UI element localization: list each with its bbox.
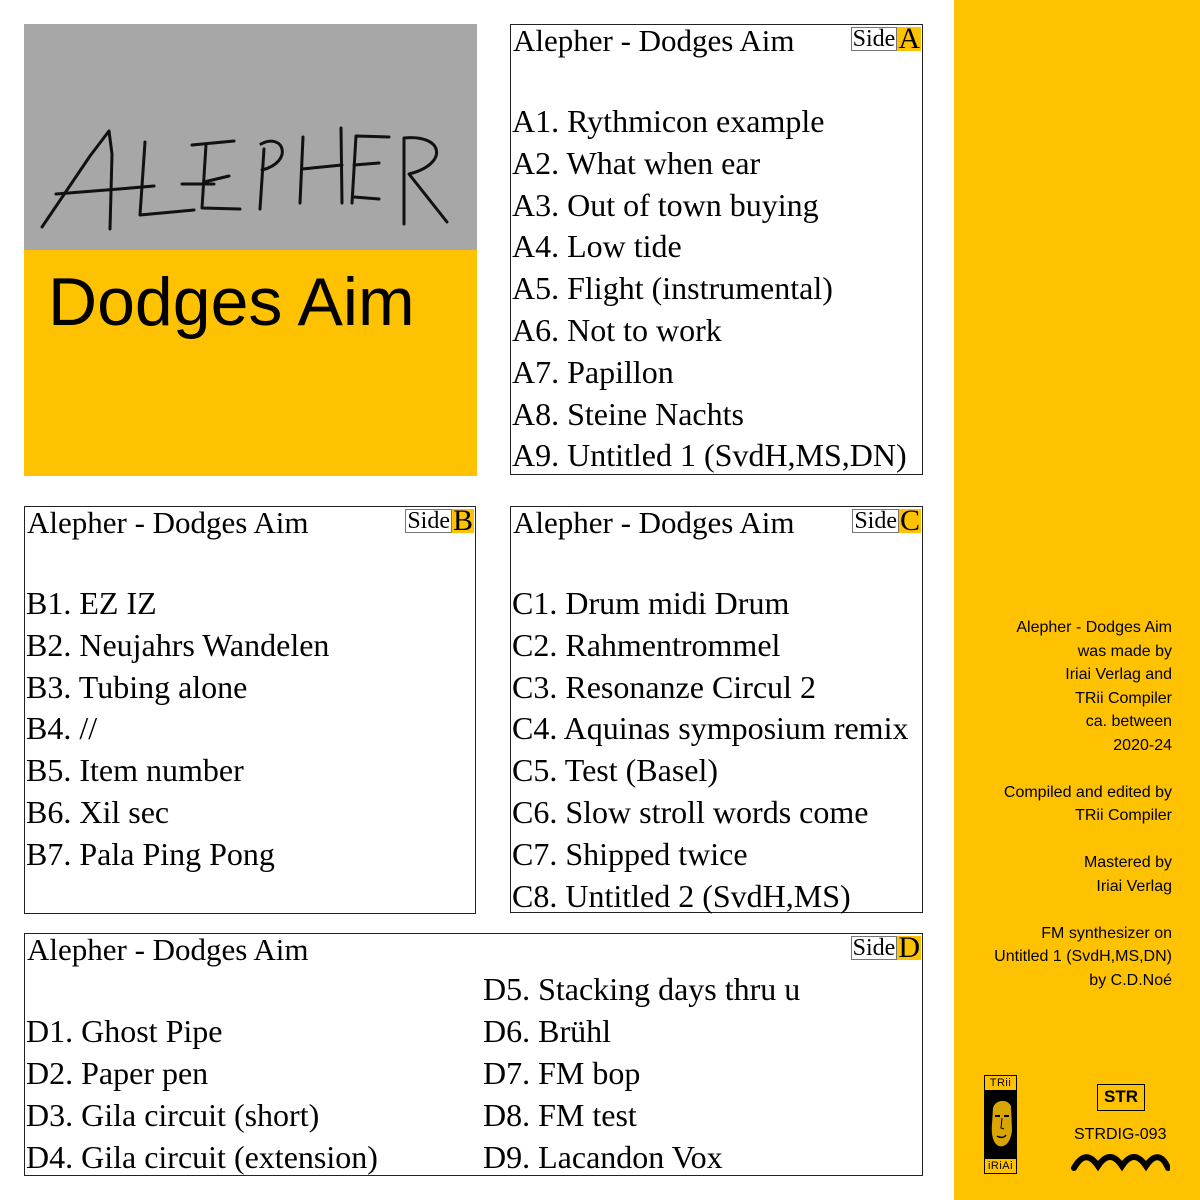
- credit-line: Alepher - Dodges Aim: [1016, 619, 1172, 636]
- track-item: C8. Untitled 2 (SvdH,MS): [512, 877, 851, 914]
- logo-bottom-text: iRiAi: [987, 1160, 1014, 1172]
- str-label-badge: STR: [1097, 1084, 1145, 1111]
- track-item: D6. Brühl: [483, 1013, 611, 1049]
- side-label: Side: [854, 508, 897, 534]
- track-item: C6. Slow stroll words come: [512, 793, 869, 830]
- track-item: D7. FM bop: [483, 1055, 641, 1091]
- portrait-face-icon: [985, 1090, 1016, 1159]
- credit-line: Mastered by: [1083, 854, 1172, 871]
- side-c-box: [510, 506, 923, 913]
- track-item: D9. Lacandon Vox: [483, 1139, 723, 1175]
- credit-line: was made by: [1077, 642, 1172, 660]
- credit-line: Untitled 1 (SvdH,MS,DN): [994, 948, 1172, 965]
- track-item: A4. Low tide: [512, 228, 682, 265]
- track-item: D1. Ghost Pipe: [26, 1013, 223, 1049]
- track-item: C7. Shipped twice: [512, 835, 748, 872]
- credit-line: Compiled and edited by: [1003, 783, 1172, 801]
- track-item: D8. FM test: [483, 1097, 637, 1133]
- handwritten-artist-name: [24, 24, 477, 250]
- credits-group-compiled: [994, 781, 1172, 828]
- track-item: D2. Paper pen: [26, 1055, 209, 1091]
- track-item: A1. Rythmicon example: [512, 103, 825, 139]
- track-item: D5. Stacking days thru u: [483, 971, 801, 1007]
- track-item: A5. Flight (instrumental): [512, 270, 833, 307]
- catalog-number: STRDIG-093: [1074, 1126, 1167, 1143]
- side-a-box: [510, 24, 923, 475]
- track-item: B2. Neujahrs Wandelen: [26, 626, 330, 663]
- cover-bottom-panel: [24, 250, 477, 476]
- logo-top-text: TRii: [989, 1077, 1012, 1089]
- track-item: B3. Tubing alone: [26, 668, 248, 705]
- credits-sidebar: [954, 0, 1200, 1200]
- side-a-header: Alepher - Dodges Aim: [513, 23, 795, 58]
- side-b-tag: [405, 504, 474, 537]
- track-item: C5. Test (Basel): [512, 752, 719, 789]
- side-letter: C: [899, 504, 920, 537]
- side-letter: A: [898, 22, 920, 55]
- credit-line: TRii Compiler: [1075, 689, 1172, 707]
- credit-line: ca. between: [1085, 713, 1172, 730]
- track-item: C2. Rahmentrommel: [512, 626, 781, 663]
- credits-group-made-by: [994, 616, 1172, 757]
- side-d-tracklist-right: [483, 968, 800, 1178]
- track-item: A3. Out of town buying: [512, 186, 819, 223]
- side-label: Side: [852, 26, 896, 52]
- wave-logo-icon: [1070, 1148, 1170, 1174]
- track-item: A7. Papillon: [512, 353, 674, 390]
- track-item: C4. Aquinas symposium remix: [512, 710, 909, 747]
- track-item: A9. Untitled 1 (SvdH,MS,DN): [512, 437, 907, 474]
- side-d-box: [24, 933, 923, 1176]
- side-d-tracklist-left: [26, 1010, 378, 1178]
- side-b-header: Alepher - Dodges Aim: [27, 505, 309, 540]
- side-b-box: [24, 506, 476, 914]
- track-item: A8. Steine Nachts: [512, 395, 744, 432]
- track-item: B1. EZ IZ: [26, 585, 157, 621]
- track-item: B5. Item number: [26, 752, 244, 789]
- credit-line: Iriai Verlag: [1096, 877, 1172, 895]
- side-c-tracklist: [512, 583, 908, 917]
- credits-group-mastered: [994, 851, 1172, 898]
- credit-line: by C.D.Noé: [1089, 971, 1172, 989]
- track-item: A6. Not to work: [512, 311, 722, 348]
- side-a-tag: [851, 22, 921, 55]
- side-c-tag: [852, 504, 921, 537]
- track-item: D3. Gila circuit (short): [26, 1097, 320, 1133]
- track-item: B4. //: [26, 710, 98, 747]
- side-a-tracklist: [512, 101, 907, 477]
- side-letter: D: [898, 931, 920, 964]
- side-letter: B: [452, 504, 473, 537]
- album-title: Dodges Aim: [48, 264, 415, 340]
- cover-top-panel: [24, 24, 477, 250]
- track-item: C1. Drum midi Drum: [512, 585, 790, 621]
- track-item: D4. Gila circuit (extension): [26, 1139, 378, 1175]
- credits-block: [994, 616, 1172, 1016]
- track-item: A2. What when ear: [512, 144, 761, 181]
- credit-line: TRii Compiler: [1075, 807, 1172, 824]
- trii-iriai-logo: [984, 1075, 1017, 1174]
- credit-line: 2020-24: [1113, 736, 1172, 754]
- side-b-tracklist: [26, 583, 329, 876]
- credit-line: FM synthesizer on: [1041, 924, 1172, 942]
- side-d-tag: [851, 931, 921, 964]
- side-d-header: Alepher - Dodges Aim: [27, 932, 309, 967]
- track-item: B6. Xil sec: [26, 793, 170, 830]
- credit-line: Iriai Verlag and: [1065, 666, 1172, 683]
- side-c-header: Alepher - Dodges Aim: [513, 505, 795, 540]
- track-item: C3. Resonanze Circul 2: [512, 668, 816, 705]
- side-label: Side: [852, 935, 896, 961]
- track-item: B7. Pala Ping Pong: [26, 835, 275, 872]
- cover-art: [24, 24, 477, 476]
- side-label: Side: [407, 508, 450, 534]
- credits-group-fm-synth: [994, 922, 1172, 993]
